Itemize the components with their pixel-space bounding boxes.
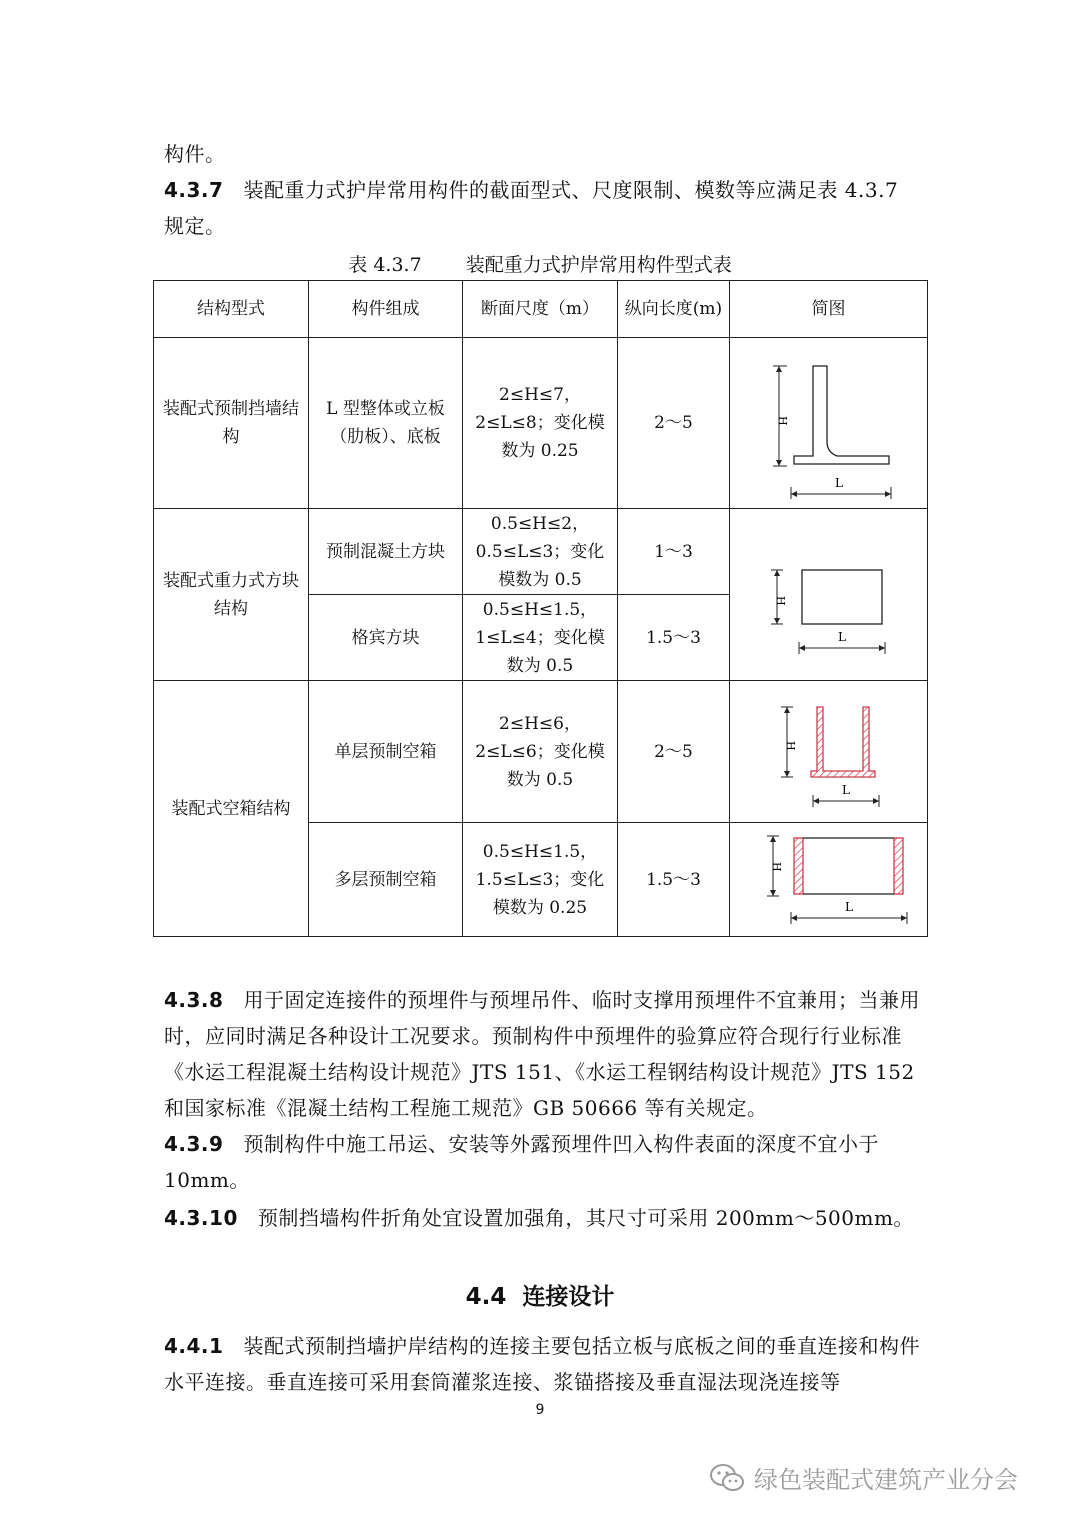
table-row	[154, 509, 928, 595]
section-cell: 0.5≤H≤1.5，1≤L≤4；变化模数为 0.5	[463, 595, 618, 681]
header-diagram: 简图	[730, 281, 928, 338]
table-row	[154, 338, 928, 509]
clause-text: 用于固定连接件的预埋件与预埋吊件、临时支撑用预埋件不宜兼用；当兼用时，应同时满足各种设计工况要求。预制构件中预埋件的验算应符合现行行业标准《水运工程混凝土结构设计规范》JTS 151、《水运工程钢结构设计规范》JTS 152 和国家标准《混凝土结构工程施工规范》GB 50666 等有关规定。	[164, 988, 920, 1120]
wechat-icon	[708, 1462, 746, 1494]
clause-text: 预制构件中施工吊运、安装等外露预埋件凹入构件表面的深度不宜小于 10mm。	[164, 1132, 879, 1192]
component-cell: 多层预制空箱	[309, 823, 463, 937]
watermark	[708, 1460, 1018, 1495]
length-cell: 2～5	[618, 681, 730, 823]
dim-h-label: H	[773, 595, 787, 606]
clause-text: 预制挡墙构件折角处宜设置加强角，其尺寸可采用 200mm～500mm。	[257, 1206, 914, 1230]
header-component: 构件组成	[309, 281, 463, 338]
clause-number: 4.4.1	[164, 1334, 224, 1358]
dim-h-label: H	[775, 416, 789, 426]
clause-number: 4.3.7	[164, 178, 224, 202]
clause-4-3-7	[164, 172, 920, 244]
component-cell: 预制混凝土方块	[309, 509, 463, 595]
section-number: 4.4	[465, 1284, 507, 1310]
l-wall-diagram	[739, 344, 919, 502]
block-diagram	[739, 530, 919, 660]
clause-4-4-1	[164, 1328, 920, 1400]
structure-type-cell: 装配式空箱结构	[154, 681, 309, 937]
diagram-cell	[730, 509, 928, 681]
table-caption-title: 装配重力式护岸常用构件型式表	[465, 254, 732, 276]
table-caption	[0, 250, 1080, 277]
page-number: 9	[535, 1402, 545, 1418]
header-length: 纵向长度(m)	[618, 281, 730, 338]
single-box-diagram	[739, 687, 919, 817]
diagram-cell	[730, 338, 928, 509]
clause-text: 装配重力式护岸常用构件的截面型式、尺度限制、模数等应满足表 4.3.7 规定。	[164, 178, 899, 238]
clause-number: 4.3.9	[164, 1132, 224, 1156]
table-header-row	[154, 281, 928, 338]
dim-l-label: L	[844, 899, 853, 914]
intro-text: 构件。	[164, 142, 226, 166]
table-row	[154, 681, 928, 823]
header-section-size: 断面尺度（m）	[463, 281, 618, 338]
structure-type-cell: 装配式重力式方块结构	[154, 509, 309, 681]
section-cell: 2≤H≤6，2≤L≤6；变化模数为 0.5	[463, 681, 618, 823]
dim-l-label: L	[837, 629, 846, 644]
dim-h-label: H	[769, 861, 783, 872]
diagram-cell	[730, 681, 928, 823]
dim-l-label: L	[834, 476, 843, 490]
header-structure-type: 结构型式	[154, 281, 309, 338]
component-type-table	[153, 280, 928, 937]
table-caption-number: 表 4.3.7	[348, 254, 422, 276]
component-cell: L 型整体或立板（肋板）、底板	[309, 338, 463, 509]
length-cell: 1.5～3	[618, 823, 730, 937]
clause-4-3-10	[164, 1200, 920, 1236]
section-heading	[0, 1278, 1080, 1311]
length-cell: 1～3	[618, 509, 730, 595]
section-cell: 2≤H≤7，2≤L≤8；变化模数为 0.25	[463, 338, 618, 509]
diagram-cell	[730, 823, 928, 937]
watermark-text: 绿色装配式建筑产业分会	[754, 1466, 1018, 1494]
component-cell: 单层预制空箱	[309, 681, 463, 823]
clause-number: 4.3.8	[164, 988, 224, 1012]
dim-h-label: H	[783, 740, 797, 751]
section-cell: 0.5≤H≤2，0.5≤L≤3；变化模数为 0.5	[463, 509, 618, 595]
multi-box-diagram	[739, 826, 919, 934]
structure-type-cell: 装配式预制挡墙结构	[154, 338, 309, 509]
section-cell: 0.5≤H≤1.5，1.5≤L≤3；变化模数为 0.25	[463, 823, 618, 937]
clause-4-3-9	[164, 1126, 920, 1198]
section-title: 连接设计	[522, 1284, 615, 1310]
clause-4-3-8	[164, 982, 920, 1126]
component-cell: 格宾方块	[309, 595, 463, 681]
length-cell: 1.5～3	[618, 595, 730, 681]
length-cell: 2～5	[618, 338, 730, 509]
clause-number: 4.3.10	[164, 1206, 238, 1230]
clause-text: 装配式预制挡墙护岸结构的连接主要包括立板与底板之间的垂直连接和构件水平连接。垂直连接可采用套筒灌浆连接、浆锚搭接及垂直湿法现浇连接等	[164, 1334, 920, 1394]
dim-l-label: L	[841, 782, 850, 797]
